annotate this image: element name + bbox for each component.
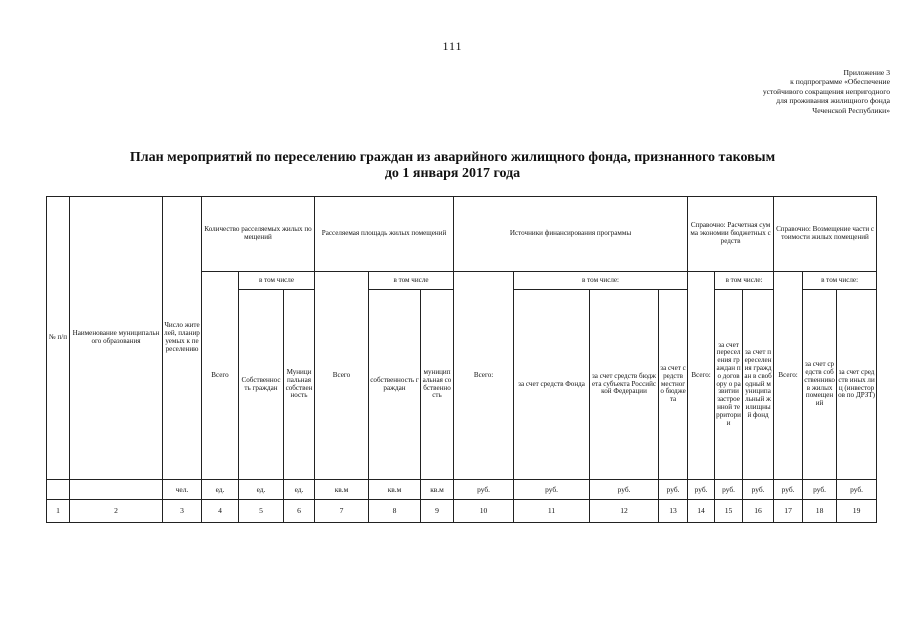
appendix-line: Приложение 3 bbox=[843, 68, 890, 77]
col-savings-free-fund: за счет переселения граждан в свободный муниципальный жилищный фонд bbox=[743, 290, 774, 480]
column-numbers-row bbox=[47, 500, 877, 523]
col-rooms-municipal: Муниципальная собственность bbox=[284, 290, 315, 480]
unit-cell: ед. bbox=[284, 480, 315, 500]
col-savings-total: Всего: bbox=[688, 272, 715, 480]
unit-cell: кв.м bbox=[369, 480, 421, 500]
unit-cell: руб. bbox=[743, 480, 774, 500]
column-number-cell: 4 bbox=[202, 500, 239, 523]
page-number: 111 bbox=[442, 39, 463, 53]
rooms-in-that-number: в том числе bbox=[239, 272, 315, 290]
unit-cell: руб. bbox=[715, 480, 743, 500]
column-number-cell: 8 bbox=[369, 500, 421, 523]
col-fin-local: за счет средств местного бюджета bbox=[659, 290, 688, 480]
col-area-municipal: муниципальная собственность bbox=[421, 290, 454, 480]
area-in-that-number: в том числе bbox=[369, 272, 454, 290]
col-compensation-total: Всего: bbox=[774, 272, 803, 480]
column-number-cell: 9 bbox=[421, 500, 454, 523]
unit-cell: ед. bbox=[202, 480, 239, 500]
unit-cell: руб. bbox=[837, 480, 877, 500]
col-fin-fund: за счет средств Фонда bbox=[514, 290, 590, 480]
appendix-line: к подпрограмме «Обеспечение bbox=[790, 77, 890, 87]
unit-cell: руб. bbox=[774, 480, 803, 500]
column-number-cell: 7 bbox=[315, 500, 369, 523]
document-title bbox=[0, 150, 905, 182]
title-line-2: до 1 января 2017 года bbox=[384, 166, 521, 181]
unit-cell bbox=[47, 480, 70, 500]
unit-cell: чел. bbox=[163, 480, 202, 500]
group-area: Расселяемая площадь жилых помещений bbox=[315, 197, 454, 272]
group-financing: Источники финансирования программы bbox=[454, 197, 688, 272]
unit-cell bbox=[70, 480, 163, 500]
column-number-cell: 12 bbox=[590, 500, 659, 523]
unit-cell: руб. bbox=[514, 480, 590, 500]
unit-cell: руб. bbox=[659, 480, 688, 500]
resettlement-plan-table bbox=[46, 196, 877, 523]
column-number-cell: 10 bbox=[454, 500, 514, 523]
col-municipality: Наименование муниципального образования bbox=[70, 197, 163, 480]
col-savings-contract: за счет переселения граждан по договору о развитии застроенной территории bbox=[715, 290, 743, 480]
col-area-total: Всего bbox=[315, 272, 369, 480]
appendix-note bbox=[763, 68, 890, 115]
unit-cell: руб. bbox=[590, 480, 659, 500]
appendix-line: устойчивого сокращения непригодного bbox=[762, 86, 890, 96]
column-number-cell: 2 bbox=[70, 500, 163, 523]
header-row-groups bbox=[47, 197, 877, 272]
column-number-cell: 13 bbox=[659, 500, 688, 523]
appendix-line: для проживания жилищного фонда bbox=[776, 96, 890, 106]
column-number-cell: 5 bbox=[239, 500, 284, 523]
column-number-cell: 3 bbox=[163, 500, 202, 523]
column-number-cell: 18 bbox=[803, 500, 837, 523]
col-residents: Число жителей, планируемых к переселению bbox=[163, 197, 202, 480]
savings-in-that-number: в том числе: bbox=[715, 272, 774, 290]
unit-cell: руб. bbox=[688, 480, 715, 500]
units-row bbox=[47, 480, 877, 500]
col-number: № п/п bbox=[47, 197, 70, 480]
group-reference-compensation: Справочно: Возмещение части стоимости жилых помещений bbox=[774, 197, 877, 272]
col-compensation-owners: за счет средств собственников жилых помещений bbox=[803, 290, 837, 480]
unit-cell: кв.м bbox=[315, 480, 369, 500]
title-line-1: План мероприятий по переселению граждан из аварийного жилищного фонда, признанного таковым bbox=[129, 150, 776, 165]
unit-cell: кв.м bbox=[421, 480, 454, 500]
col-rooms-total: Всего bbox=[202, 272, 239, 480]
col-rooms-citizens: Собственность граждан bbox=[239, 290, 284, 480]
column-number-cell: 14 bbox=[688, 500, 715, 523]
group-rooms-count: Количество расселяемых жилых помещений bbox=[202, 197, 315, 272]
compensation-in-that-number: в том числе: bbox=[803, 272, 877, 290]
unit-cell: руб. bbox=[803, 480, 837, 500]
unit-cell: ед. bbox=[239, 480, 284, 500]
col-fin-region: за счет средств бюджета субъекта Российской Федерации bbox=[590, 290, 659, 480]
col-compensation-other: за счет средств иных лиц (инвесторов по ДРЗТ) bbox=[837, 290, 877, 480]
appendix-line: Чеченской Республики» bbox=[812, 105, 890, 115]
fin-in-that-number: в том числе: bbox=[514, 272, 688, 290]
unit-cell: руб. bbox=[454, 480, 514, 500]
group-reference-savings: Справочно: Расчетная сумма экономии бюджетных средств bbox=[688, 197, 774, 272]
column-number-cell: 16 bbox=[743, 500, 774, 523]
column-number-cell: 17 bbox=[774, 500, 803, 523]
col-area-citizens: собственность граждан bbox=[369, 290, 421, 480]
column-number-cell: 15 bbox=[715, 500, 743, 523]
col-fin-total: Всего: bbox=[454, 272, 514, 480]
column-number-cell: 1 bbox=[47, 500, 70, 523]
column-number-cell: 11 bbox=[514, 500, 590, 523]
column-number-cell: 19 bbox=[837, 500, 877, 523]
column-number-cell: 6 bbox=[284, 500, 315, 523]
